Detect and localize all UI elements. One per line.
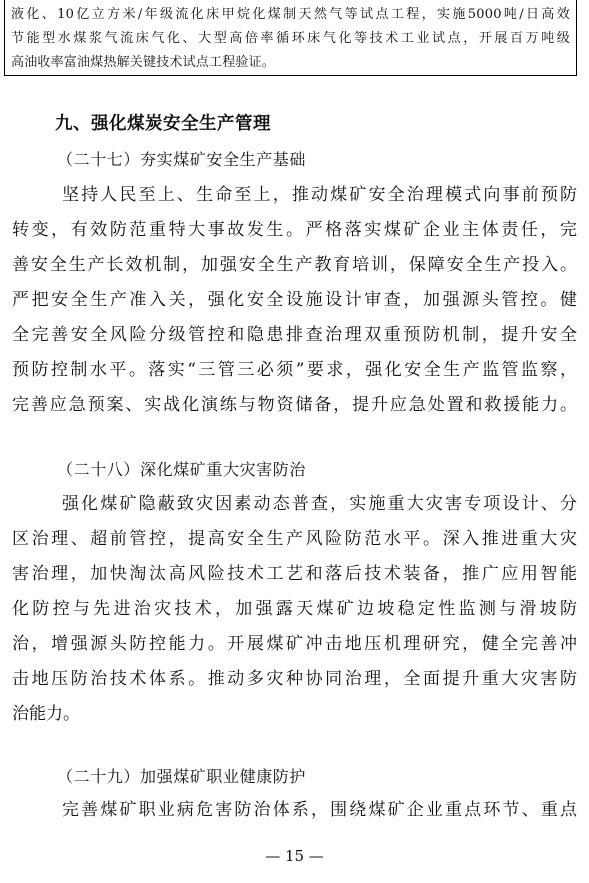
section-heading: 九、强化煤炭安全生产管理 xyxy=(55,114,271,134)
boxed-text-line: 液化、10亿立方米/年级流化床甲烷化煤制天然气等试点工程，实施5000吨/日高效 xyxy=(11,7,570,22)
paragraph-line: 区治理、超前管控，提高安全生产风险防范水平。深入推进重大灾 xyxy=(12,529,577,549)
paragraph-line: 善安全生产长效机制，加强安全生产教育培训，保障安全生产投入。 xyxy=(12,255,577,275)
paragraph-29 xyxy=(12,793,577,828)
paragraph-line: 强化煤矿隐蔽致灾因素动态普查，实施重大灾害专项设计、分 xyxy=(62,494,577,514)
paragraph-line: 治，增强源头防控能力。开展煤矿冲击地压机理研究，健全完善冲 xyxy=(12,634,577,654)
subsection-title-28: （二十八）深化煤矿重大灾害防治 xyxy=(57,460,307,479)
boxed-text-line: 节能型水煤浆气流床气化、大型高倍率循环床气化等技术工业试点，开展百万吨级 xyxy=(11,31,570,46)
paragraph-27 xyxy=(12,178,577,423)
paragraph-line: 治能力。 xyxy=(12,704,80,724)
paragraph-line: 预防控制水平。落实“三管三必须”要求，强化安全生产监管监察， xyxy=(12,360,577,380)
subsection-title-29: （二十九）加强煤矿职业健康防护 xyxy=(57,767,307,786)
paragraph-line: 坚持人民至上、生命至上，推动煤矿安全治理模式向事前预防 xyxy=(62,185,577,205)
boxed-text-panel xyxy=(4,0,577,76)
paragraph-line: 全完善安全风险分级管控和隐患排查治理双重预防机制，提升安全 xyxy=(12,325,577,345)
paragraph-line: 击地压防治技术体系。推动多灾种协同治理，全面提升重大灾害防 xyxy=(12,669,577,689)
paragraph-line: 完善应急预案、实战化演练与物资储备，提升应急处置和救援能力。 xyxy=(12,395,577,415)
boxed-text-line: 高油收率富油煤热解关键技术试点工程验证。 xyxy=(11,55,276,70)
page-number: — 15 — xyxy=(265,847,324,865)
paragraph-line: 害治理，加快淘汰高风险技术工艺和落后技术装备，推广应用智能 xyxy=(12,564,577,584)
subsection-title-27: （二十七）夯实煤矿安全生产基础 xyxy=(57,150,307,169)
paragraph-line: 严把安全生产准入关，强化安全设施设计审查，加强源头管控。健 xyxy=(12,290,577,310)
paragraph-line: 化防控与先进治灾技术，加强露天煤矿边坡稳定性监测与滑坡防 xyxy=(12,599,577,619)
paragraph-line: 完善煤矿职业病危害防治体系，围绕煤矿企业重点环节、重点 xyxy=(62,800,577,820)
paragraph-28 xyxy=(12,487,577,732)
paragraph-line: 转变，有效防范重特大事故发生。严格落实煤矿企业主体责任，完 xyxy=(12,220,577,240)
